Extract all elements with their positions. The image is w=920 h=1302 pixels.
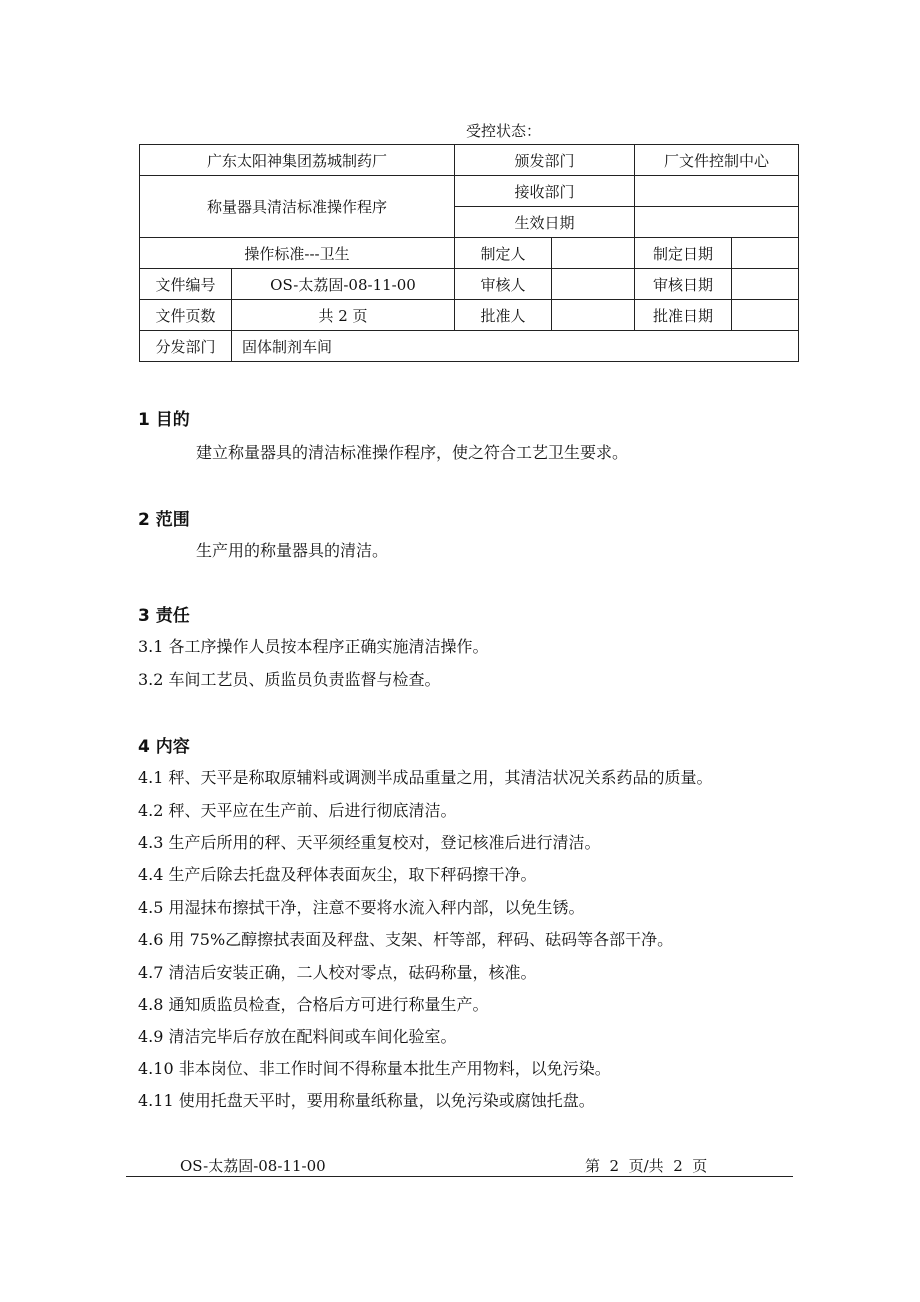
- list-item: 4.3 生产后所用的秤、天平须经重复校对，登记核准后进行清洁。: [138, 833, 601, 852]
- section-1-title: 1 目的: [138, 410, 190, 430]
- section-1-text: 建立称量器具的清洁标准操作程序，使之符合工艺卫生要求。: [196, 443, 629, 462]
- approve-date-value: [732, 300, 799, 331]
- doc-no-value: OS-太荔固-08-11-00: [232, 269, 455, 300]
- receive-dept-label: 接收部门: [455, 176, 635, 207]
- author-label: 制定人: [455, 238, 552, 269]
- list-item: 3.2 车间工艺员、质监员负责监督与检查。: [138, 670, 441, 689]
- pages-value: 共 2 页: [232, 300, 455, 331]
- section-2-text: 生产用的称量器具的清洁。: [196, 541, 389, 560]
- list-item: 4.11 使用托盘天平时，要用称量纸称量，以免污染或腐蚀托盘。: [138, 1091, 595, 1110]
- list-item: 4.10 非本岗位、非工作时间不得称量本批生产用物料，以免污染。: [138, 1059, 611, 1078]
- review-date-label: 审核日期: [635, 269, 732, 300]
- reviewer-value: [552, 269, 635, 300]
- list-item: 4.2 秤、天平应在生产前、后进行彻底清洁。: [138, 801, 457, 820]
- approver-value: [552, 300, 635, 331]
- list-item: 4.5 用湿抹布擦拭干净，注意不要将水流入秤内部，以免生锈。: [138, 898, 585, 917]
- list-item: 4.4 生产后除去托盘及秤体表面灰尘，取下秤码擦干净。: [138, 865, 537, 884]
- distribution-label: 分发部门: [140, 331, 232, 362]
- document-title: 称量器具清洁标准操作程序: [140, 176, 455, 238]
- section-2-title: 2 范围: [138, 510, 190, 530]
- reviewer-label: 审核人: [455, 269, 552, 300]
- effective-date-label: 生效日期: [455, 207, 635, 238]
- list-item: 4.8 通知质监员检查，合格后方可进行称量生产。: [138, 995, 489, 1014]
- issue-dept-label: 颁发部门: [455, 145, 635, 176]
- list-item: 4.1 秤、天平是称取原辅料或调测半成品重量之用，其清洁状况关系药品的质量。: [138, 768, 713, 787]
- section-3-title: 3 责任: [138, 606, 190, 626]
- section-4-title: 4 内容: [138, 737, 190, 757]
- list-item: 4.7 清洁后安装正确，二人校对零点，砝码称量，核准。: [138, 963, 537, 982]
- pages-label: 文件页数: [140, 300, 232, 331]
- receive-dept-value: [635, 176, 799, 207]
- list-item: 3.1 各工序操作人员按本程序正确实施清洁操作。: [138, 637, 489, 656]
- list-item: 4.9 清洁完毕后存放在配料间或车间化验室。: [138, 1027, 457, 1046]
- footer-page-info: 第 2 页/共 2 页: [585, 1157, 708, 1175]
- effective-date-value: [635, 207, 799, 238]
- author-date-label: 制定日期: [635, 238, 732, 269]
- author-value: [552, 238, 635, 269]
- review-date-value: [732, 269, 799, 300]
- footer-doc-code: OS-太荔固-08-11-00: [180, 1157, 326, 1175]
- control-status-label: 受控状态：: [466, 122, 542, 140]
- issue-dept-value: 厂文件控制中心: [635, 145, 799, 176]
- author-date-value: [732, 238, 799, 269]
- company-name: 广东太阳神集团荔城制药厂: [140, 145, 455, 176]
- distribution-value: 固体制剂车间: [232, 331, 799, 362]
- footer-divider: [126, 1176, 793, 1177]
- list-item: 4.6 用 75%乙醇擦拭表面及秤盘、支架、杆等部，秤码、砝码等各部干净。: [138, 930, 674, 949]
- document-category: 操作标准---卫生: [140, 238, 455, 269]
- approver-label: 批准人: [455, 300, 552, 331]
- approve-date-label: 批准日期: [635, 300, 732, 331]
- document-header-table: [139, 144, 799, 362]
- doc-no-label: 文件编号: [140, 269, 232, 300]
